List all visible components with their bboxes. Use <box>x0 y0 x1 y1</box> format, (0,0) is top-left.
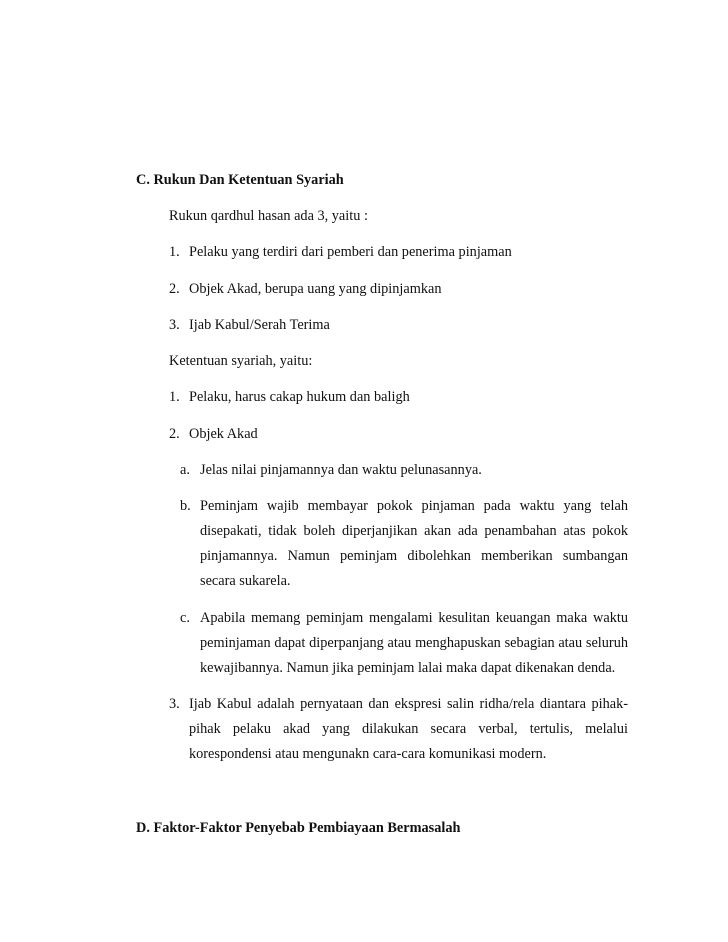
sub-item-number: c. <box>180 610 190 626</box>
sub-item-text: kewajibannya. Namun jika peminjam lalai maka dapat dikenakan denda. <box>200 660 616 676</box>
list-number: 1. <box>169 389 180 405</box>
list-text: Ijab Kabul adalah pernyataan dan ekspresi salin ridha/rela diantara pihak- <box>189 696 628 712</box>
list-number: 1. <box>169 244 180 260</box>
sub-item-text: Apabila memang peminjam mengalami kesulitan keuangan maka waktu <box>200 610 628 626</box>
list-text: Ijab Kabul/Serah Terima <box>189 317 330 333</box>
list-number: 2. <box>169 281 180 297</box>
list-text: Objek Akad <box>189 426 258 442</box>
sub-item-text: disepakati, tidak boleh diperjanjikan akan ada penambahan atas pokok <box>200 523 628 539</box>
sub-item-number: a. <box>180 462 190 478</box>
list-number: 3. <box>169 696 180 712</box>
list-number: 3. <box>169 317 180 333</box>
sub-item-text: pinjamannya. Namun peminjam dibolehkan memberikan sumbangan <box>200 548 628 564</box>
list-text: pihak pelaku akad yang dilakukan secara verbal, tertulis, melalui <box>189 721 628 737</box>
sub-item-text: Peminjam wajib membayar pokok pinjaman pada waktu yang telah <box>200 498 628 514</box>
section-c-heading: C. Rukun Dan Ketentuan Syariah <box>136 172 344 188</box>
list-text: Objek Akad, berupa uang yang dipinjamkan <box>189 281 442 297</box>
sub-item-text: peminjaman dapat diperpanjang atau menghapuskan sebagian atau seluruh <box>200 635 628 651</box>
list-text: Pelaku, harus cakap hukum dan baligh <box>189 389 410 405</box>
section-d-heading: D. Faktor-Faktor Penyebab Pembiayaan Bermasalah <box>136 820 461 836</box>
sub-item-text: secara sukarela. <box>200 573 291 589</box>
list-text: korespondensi atau mengunakn cara-cara komunikasi modern. <box>189 746 547 762</box>
sub-item-number: b. <box>180 498 191 514</box>
rukun-intro: Rukun qardhul hasan ada 3, yaitu : <box>169 208 368 224</box>
ketentuan-intro: Ketentuan syariah, yaitu: <box>169 353 313 369</box>
list-number: 2. <box>169 426 180 442</box>
list-text: Pelaku yang terdiri dari pemberi dan penerima pinjaman <box>189 244 512 260</box>
sub-item-text: Jelas nilai pinjamannya dan waktu pelunasannya. <box>200 462 482 478</box>
